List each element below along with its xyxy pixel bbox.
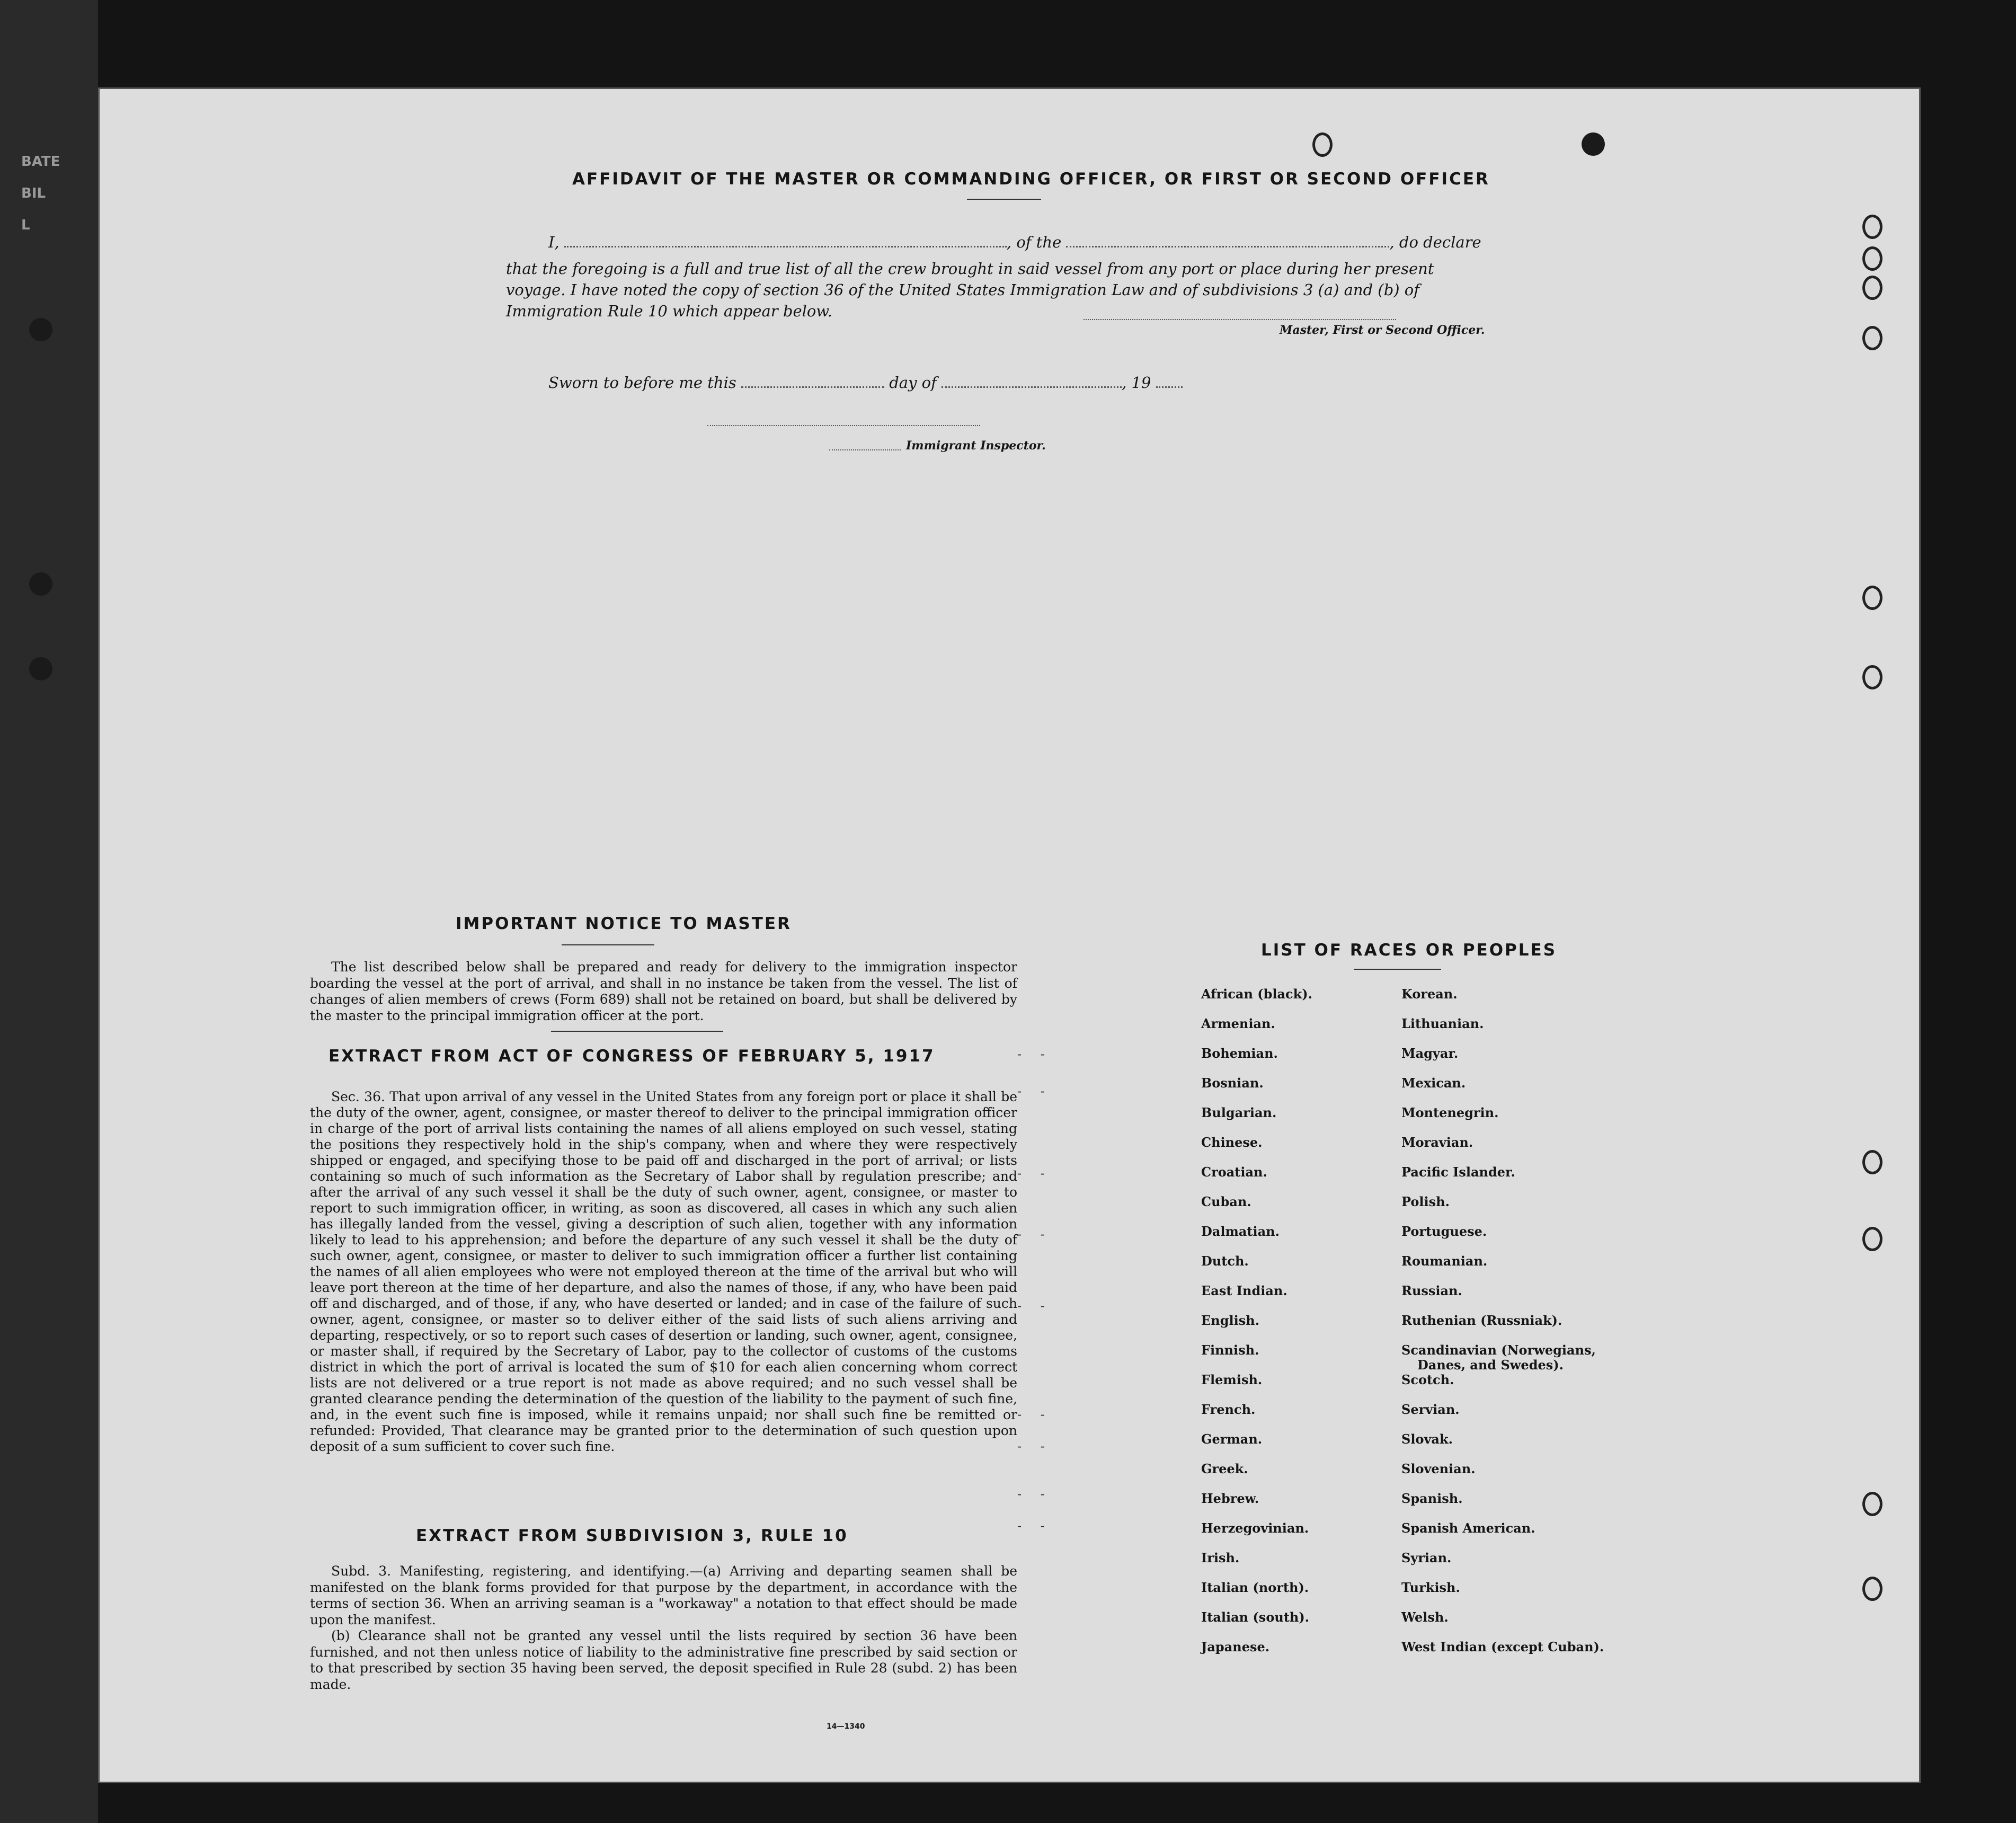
races-title: LIST OF RACES OR PEOPLES [1261,941,1557,960]
race-item: Moravian. [1401,1135,1473,1150]
race-item: Montenegrin. [1401,1105,1499,1120]
races-list-right [1401,987,1604,1669]
extract-rule-text: Subd. 3. Manifesting, registering, and identifying.—(a) Arriving and departing seamen shall be manifested on the blank forms provided for that purpose by the department, in accordance with the terms of section 36. When an arriving seaman is a "workaway" a notation to that effect should be made upon the manifest. (b) Clearance shall not be granted any vessel until the lists required by section 36 have been furnished, and not then unless notice of liability to the administrative fine prescribed by said section or to that prescribed by section 35 having been served, the deposit specified in Rule 28 (subd. 2) has been made. [310,1563,1017,1692]
margin-mark: - - [1017,1439,1052,1454]
do-declare-label: , do declare [1389,233,1481,251]
race-item: Finnish. [1201,1342,1259,1358]
race-item: Italian (south). [1201,1609,1310,1625]
race-item: French. [1201,1402,1256,1417]
divider [562,944,654,945]
margin-mark: - - [1017,1227,1052,1242]
form-number: 14—1340 [827,1722,865,1731]
punch-hole [1862,326,1882,350]
race-item: Japanese. [1201,1639,1270,1654]
race-item: East Indian. [1201,1283,1287,1298]
divider [967,199,1041,200]
officer-signature-label: Master, First or Second Officer. [1280,323,1485,337]
race-item: Dutch. [1201,1253,1249,1269]
race-item: German. [1201,1431,1263,1447]
race-item: Hebrew. [1201,1491,1259,1506]
margin-mark: - - [1017,1166,1052,1181]
sworn-line [548,374,1183,392]
sworn-label: Sworn to before me this [548,374,736,392]
punch-hole [1862,276,1882,300]
race-item: Italian (north). [1201,1580,1309,1595]
affidavit-body-line: Immigration Rule 10 which appear below. [506,302,832,320]
notice-title: IMPORTANT NOTICE TO MASTER [456,914,792,933]
race-item: Polish. [1401,1194,1450,1209]
margin-mark: - - [1017,1084,1052,1099]
stub-text: BATE [21,154,60,170]
race-item: Dalmatian. [1201,1224,1280,1239]
race-item: Danes, and Swedes). [1417,1357,1564,1373]
punch-hole [1862,215,1882,239]
race-item: English. [1201,1313,1260,1328]
extract-rule-title: EXTRACT FROM SUBDIVISION 3, RULE 10 [416,1526,848,1545]
race-item: Pacific Islander. [1401,1164,1515,1180]
race-item: Irish. [1201,1550,1240,1565]
race-item: Bohemian. [1201,1046,1278,1061]
race-item: Spanish. [1401,1491,1463,1506]
race-item: Scotch. [1401,1372,1454,1387]
race-item: Ruthenian (Russniak). [1401,1313,1562,1328]
margin-mark: - - [1017,1298,1052,1313]
punch-hole [29,657,52,680]
declarant-label: I, [548,233,559,251]
punch-hole [1862,1227,1882,1251]
margin-mark: - - [1017,1407,1052,1422]
race-item: Bosnian. [1201,1075,1264,1091]
race-item: Armenian. [1201,1016,1275,1031]
race-item: Spanish American. [1401,1520,1535,1536]
of-the-label: , of the [1006,233,1062,251]
race-item: Turkish. [1401,1580,1460,1595]
punch-hole [1862,665,1882,689]
notice-text: The list described below shall be prepared and ready for delivery to the immigration inspector boarding the vessel at the port of arrival, and shall in no instance be taken from the vessel. The list of changes of alien members of crews (Form 689) shall not be retained on board, but shall be delivered by the master to the principal immigration officer at the port. [310,959,1017,1023]
divider [551,1031,723,1032]
punch-hole [1862,1150,1882,1174]
extract-act-title: EXTRACT FROM ACT OF CONGRESS OF FEBRUARY 5, 1917 [328,1047,935,1066]
punch-hole [29,572,52,596]
margin-mark: - - [1017,1518,1052,1533]
race-item: Greek. [1201,1461,1248,1476]
inspector-label: Immigrant Inspector. [906,439,1046,453]
stub-text: L [21,217,30,233]
punch-hole [29,318,52,341]
day-of-label: day of [889,374,937,392]
race-item: Russian. [1401,1283,1462,1298]
punch-hole [1862,1577,1882,1601]
race-item: Slovak. [1401,1431,1453,1447]
race-item: Portuguese. [1401,1224,1487,1239]
punch-hole [1582,132,1605,156]
punch-hole [1312,132,1333,157]
sworn-day-field[interactable] [741,374,884,388]
stub-text: BIL [21,185,46,201]
race-item: Lithuanian. [1401,1016,1484,1031]
margin-mark: - - [1017,1486,1052,1501]
race-item: Chinese. [1201,1135,1263,1150]
officer-signature-line[interactable] [1084,319,1396,320]
race-item: Roumanian. [1401,1253,1488,1269]
race-item: Servian. [1401,1402,1460,1417]
document-page [98,87,1921,1783]
races-list-left [1201,987,1312,1669]
race-item: Syrian. [1401,1550,1452,1565]
race-item: Slovenian. [1401,1461,1476,1476]
divider [1354,969,1441,970]
race-item: Scandinavian (Norwegians, [1401,1342,1596,1358]
underlying-page-edge [0,0,98,1823]
extract-act-text: Sec. 36. That upon arrival of any vessel in the United States from any foreign port or place it shall be the duty of the owner, agent, consignee, or master thereof to deliver to the principal immigration officer in charge of the port of arrival lists containing the names of all aliens employed on such vessel, stating the positions they respectively hold in the ship's company, when and where they were respectively shipped or engaged, and specifying those to be paid off and discharged in the port of arrival; or lists containing so much of such information as the Secretary of Labor shall by regulation prescribe; and after the arrival of any such vessel it shall be the duty of such owner, agent, consignee, or master to report to such immigration officer, in writing, as soon as discovered, all cases in which any such alien has illegally landed from the vessel, giving a description of such alien, together with any information likely to lead to his apprehension; and before the departure of any such vessel it shall be the duty of such owner, agent, consignee, or master to deliver to such immigration officer a further list containing the names of all alien employees who were not employed thereon at the time of the arrival but who will leave port thereon at the time of her departure, and also the names of those, if any, who have been paid off and discharged, and of those, if any, who have deserted or landed; and in case of the failure of such owner, agent, consignee, or master so to deliver either of the said lists of such aliens arriving and departing, respectively, or so to report such cases of desertion or landing, such owner, agent, consignee, or master shall, if required by the Secretary of Labor, pay to the collector of customs of the customs district in which the port of arrival is located the sum of $10 for each alien concerning whom correct lists are not delivered or a true report is not made as above required; and no such vessel shall be granted clearance pending the determination of the question of the liability to the payment of such fine, and, in the event such fine is imposed, while it remains unpaid; nor shall such fine be remitted or refunded: Provided, That clearance may be granted prior to the determination of such question upon deposit of a sum sufficient to cover such fine. [310,1089,1017,1454]
vessel-name-field[interactable] [1066,233,1389,247]
race-item: Magyar. [1401,1046,1459,1061]
punch-hole [1862,1492,1882,1516]
race-item: West Indian (except Cuban). [1401,1639,1604,1654]
punch-hole [1862,246,1882,271]
inspector-dots [829,449,901,450]
race-item: Herzegovinian. [1201,1520,1309,1536]
year-label: , 19 [1122,374,1151,392]
declarant-name-field[interactable] [564,233,1007,247]
race-item: Croatian. [1201,1164,1267,1180]
affidavit-title: AFFIDAVIT OF THE MASTER OR COMMANDING OFFICER, OR FIRST OR SECOND OFFICER [572,170,1490,189]
margin-mark: - - [1017,1047,1052,1061]
race-item: Welsh. [1401,1609,1449,1625]
race-item: Korean. [1401,986,1458,1002]
punch-hole [1862,586,1882,610]
affidavit-declaration-line [548,233,1481,251]
race-item: Flemish. [1201,1372,1263,1387]
inspector-signature-line[interactable] [707,425,980,426]
sworn-year-field[interactable] [1156,374,1183,388]
race-item: Mexican. [1401,1075,1466,1091]
sworn-month-field[interactable] [942,374,1122,388]
affidavit-body-line: that the foregoing is a full and true list of all the crew brought in said vessel from any port or place during her present [506,260,1434,278]
race-item: African (black). [1201,986,1313,1002]
affidavit-body-line: voyage. I have noted the copy of section 36 of the United States Immigration Law and of subdivisions 3 (a) and (b) of [506,281,1419,299]
race-item: Bulgarian. [1201,1105,1277,1120]
race-item: Cuban. [1201,1194,1251,1209]
